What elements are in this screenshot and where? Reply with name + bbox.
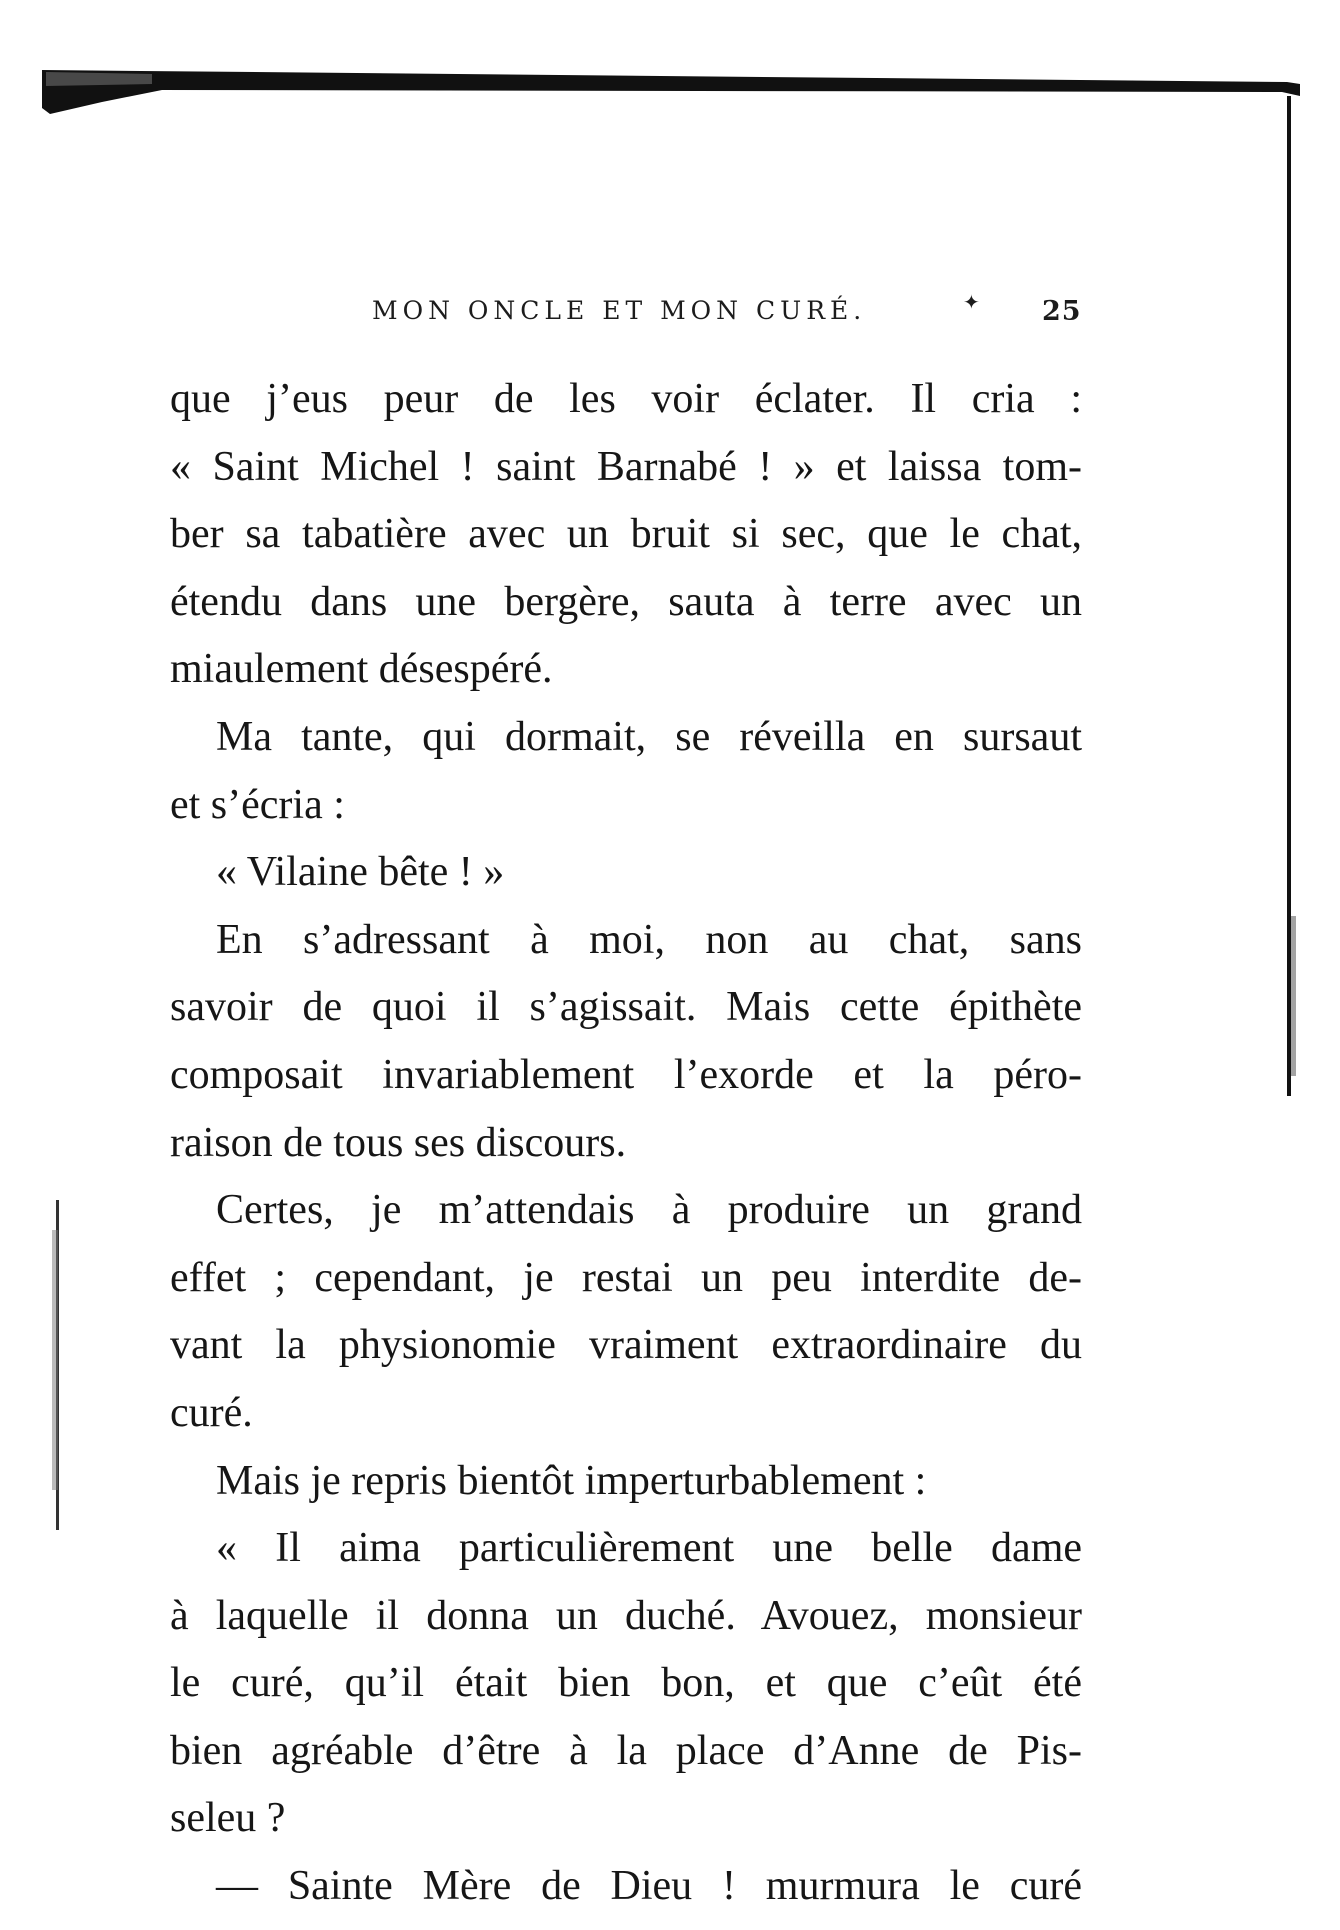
text-line: le curé, qu’il était bien bon, et que c’eût été <box>170 1660 1082 1707</box>
scan-edge-right <box>1283 96 1307 1096</box>
running-head-mark: ✦ <box>963 290 980 314</box>
text-line: et s’écria : <box>170 781 345 828</box>
text-line: miaulement désespéré. <box>170 646 553 693</box>
text-line: curé. <box>170 1389 253 1436</box>
paragraph-start-line: — Sainte Mère de Dieu ! murmura le curé <box>216 1863 1082 1910</box>
paragraph-start-line: Certes, je m’attendais à produire un grand <box>216 1187 1082 1234</box>
running-head <box>372 292 1080 332</box>
text-line: que j’eus peur de les voir éclater. Il cria : <box>170 376 1082 422</box>
text-line: « Saint Michel ! saint Barnabé ! » et laissa tom- <box>170 443 1082 490</box>
text-line: seleu ? <box>170 1795 286 1842</box>
text-line: bien agréable d’être à la place d’Anne de Pis- <box>170 1727 1082 1774</box>
scan-edge-left <box>42 1200 72 1530</box>
text-line: ber sa tabatière avec un bruit si sec, que le chat, <box>170 511 1082 558</box>
text-line: composait invariablement l’exorde et la péro- <box>170 1051 1082 1098</box>
paragraph-start-line: Ma tante, qui dormait, se réveilla en sursaut <box>216 713 1082 760</box>
paragraph-start-line: En s’adressant à moi, non au chat, sans <box>216 916 1082 963</box>
text-line: raison de tous ses discours. <box>170 1119 627 1166</box>
running-head-title: MON ONCLE ET MON CURÉ. <box>372 296 867 325</box>
text-line: effet ; cependant, je restai un peu interdite de- <box>170 1254 1082 1301</box>
paragraph-start-line: « Il aima particulièrement une belle dame <box>216 1525 1082 1572</box>
text-line: étendu dans une bergère, sauta à terre avec un <box>170 578 1082 625</box>
text-line: à laquelle il donna un duché. Avouez, monsieur <box>170 1592 1082 1639</box>
paragraph-start-line: Mais je repris bientôt imperturbablement : <box>216 1457 927 1504</box>
paragraph-start-line: « Vilaine bête ! » <box>216 849 505 896</box>
text-line: vant la physionomie vraiment extraordinaire du <box>170 1322 1082 1369</box>
scan-edge-top <box>42 62 1300 132</box>
page-text <box>170 366 1082 1921</box>
text-line: savoir de quoi il s’agissait. Mais cette épithète <box>170 984 1082 1031</box>
page-number: 25 <box>1042 296 1082 327</box>
